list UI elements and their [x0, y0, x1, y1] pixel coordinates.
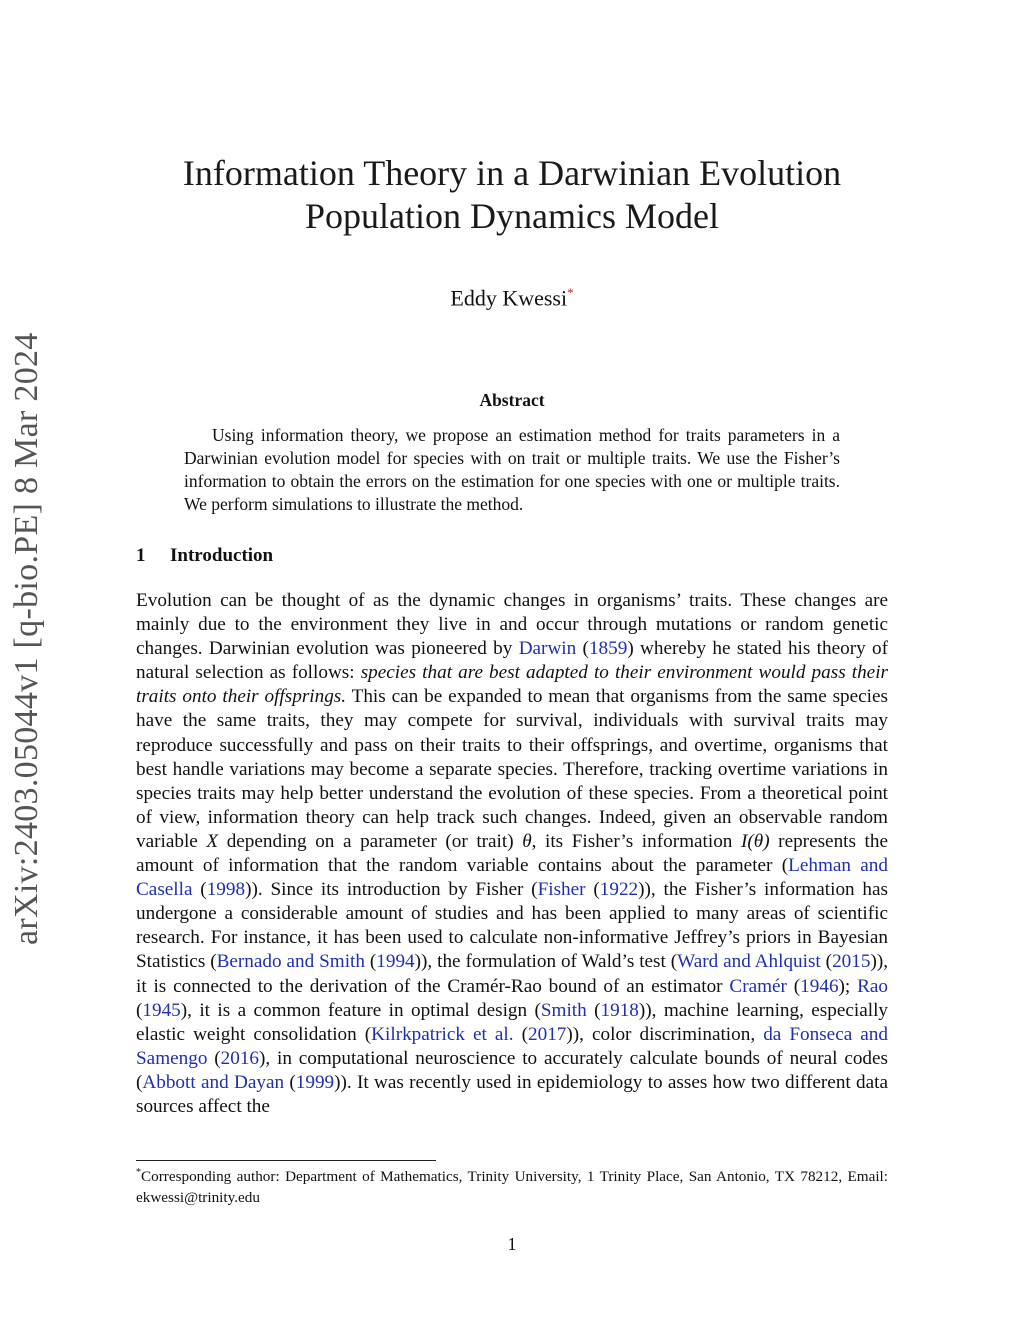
abstract-heading: Abstract — [479, 390, 545, 410]
arxiv-identifier-stamp: arXiv:2403.05044v1 [q-bio.PE] 8 Mar 2024 — [8, 332, 45, 945]
citation-da-fonseca-samengo[interactable]: da Fonseca and Samengo — [136, 1023, 888, 1069]
intro-text: Evolution can be thought of as the dynamic changes in organisms’ traits. These changes are mainly due to the environment they live in and occur through mutations or random genetic changes. Darwinian evolution was pioneered by — [136, 590, 888, 660]
citation-ward-ahlquist-year[interactable]: 2015 — [832, 951, 871, 973]
intro-text: ( — [513, 1023, 528, 1045]
citation-smith-year[interactable]: 1918 — [600, 999, 639, 1021]
math-theta: θ — [522, 830, 532, 852]
intro-text: depending on a parameter (or trait) — [218, 830, 523, 852]
intro-text: )). It was recently used in epidemiology to asses how two different data sources affect the — [136, 1071, 888, 1117]
intro-text: )), color discrimination, — [566, 1023, 764, 1045]
intro-text: This can be expanded to mean that organisms from the same species have the same traits, they may compete for survival, individuals with survival traits may reproduce successfully and pass on their traits to their offsprings, and overtime, organisms that best handle variations may become a separate species. Therefore, tracking overtime variations in species traits may help better understand the evolution of these species. From a theoretical point of view, information theory can help track such changes. Indeed, given an observable random variable — [136, 686, 888, 852]
citation-abbott-dayan-year[interactable]: 1999 — [295, 1071, 335, 1093]
intro-text: ( — [364, 951, 377, 973]
intro-text: ( — [576, 638, 589, 660]
citation-rao-year[interactable]: 1945 — [142, 999, 181, 1021]
section-title: Introduction — [170, 545, 274, 566]
intro-text: )), machine learning, especially elastic weight consolidation ( — [136, 999, 889, 1045]
citation-lehman-casella[interactable]: Lehman and Casella — [136, 855, 888, 901]
citation-darwin[interactable]: Darwin — [518, 638, 577, 660]
intro-text: ( — [820, 951, 833, 973]
author-footnote-mark[interactable]: * — [567, 285, 574, 300]
citation-da-fonseca-samengo-year[interactable]: 2016 — [220, 1047, 259, 1069]
math-x: X — [206, 830, 219, 852]
citation-smith[interactable]: Smith — [540, 999, 587, 1021]
footnote-mark: * — [136, 1167, 141, 1178]
citation-cramer-year[interactable]: 1946 — [800, 975, 839, 997]
footnote — [136, 1162, 888, 1208]
section-number: 1 — [136, 545, 146, 566]
citation-kilrkpatrick-year[interactable]: 2017 — [528, 1023, 567, 1045]
citation-fisher[interactable]: Fisher — [537, 879, 586, 901]
section-heading — [136, 545, 273, 567]
intro-text: ( — [284, 1071, 296, 1093]
title-line-1: Information Theory in a Darwinian Evolution — [182, 153, 842, 193]
citation-rao[interactable]: Rao — [857, 975, 888, 997]
intro-text: )), the formulation of Wald’s test ( — [414, 951, 678, 973]
intro-text: )), it is connected to the derivation of the Cramér-Rao bound of an estimator — [136, 951, 889, 997]
page-number: 1 — [507, 1234, 517, 1254]
intro-text: ( — [207, 1047, 221, 1069]
citation-kilrkpatrick[interactable]: Kilrkpatrick et al. — [371, 1023, 514, 1045]
intro-text: ), it is a common feature in optimal design ( — [180, 999, 541, 1021]
paper-title — [0, 152, 1024, 238]
citation-fisher-year[interactable]: 1922 — [599, 879, 639, 901]
darwin-quote: species that are best adapted to their environment would pass their traits onto their offsprings. — [136, 662, 888, 708]
author-name: Eddy Kwessi — [450, 285, 568, 311]
intro-text: represents the amount of information that the random variable contains about the parameter ( — [136, 830, 888, 877]
author-line — [0, 285, 1024, 311]
citation-bernado-smith-year[interactable]: 1994 — [376, 951, 415, 973]
intro-text: ( — [585, 879, 600, 901]
intro-text: ) whereby he stated his theory of natural selection as follows: — [136, 638, 888, 684]
abstract-text: Using information theory, we propose an estimation method for traits parameters in a Darwinian evolution model for species with on trait or multiple traits. We use the Fisher’s information to obtain the errors on the estimation for one species with one or multiple traits. We perform simulations to illustrate the method. — [184, 425, 840, 514]
footnote-text: Corresponding author: Department of Mathematics, Trinity University, 1 Trinity Place, San Antonio, TX 78212, Email: ekwessi@trinity.edu — [136, 1168, 888, 1207]
citation-ward-ahlquist[interactable]: Ward and Ahlquist — [677, 951, 821, 973]
intro-text: ( — [786, 975, 801, 997]
intro-text: ( — [136, 999, 143, 1021]
intro-text: , its Fisher’s information — [531, 830, 741, 852]
intro-text: )). Since its introduction by Fisher ( — [245, 879, 538, 901]
intro-text: ( — [192, 879, 207, 901]
footnote-divider — [136, 1160, 436, 1161]
title-line-2: Population Dynamics Model — [305, 196, 719, 236]
introduction-paragraph — [136, 589, 888, 1119]
citation-abbott-dayan[interactable]: Abbott and Dayan — [142, 1071, 285, 1093]
citation-darwin-year[interactable]: 1859 — [588, 638, 628, 660]
intro-text: ), in computational neuroscience to accurately calculate bounds of neural codes ( — [136, 1047, 889, 1093]
math-fisher-information: I(θ) — [740, 830, 770, 852]
intro-text: ( — [586, 999, 601, 1021]
citation-lehman-casella-year[interactable]: 1998 — [206, 879, 246, 901]
intro-text: )), the Fisher’s information has undergone a considerable amount of studies and has been applied to many areas of scientific research. For instance, it has been used to calculate non-informative Jeffrey’s priors in Bayesian Statistics ( — [136, 879, 889, 973]
citation-bernado-smith[interactable]: Bernado and Smith — [216, 951, 365, 973]
intro-text: ); — [838, 975, 858, 997]
citation-cramer[interactable]: Cramér — [729, 975, 787, 997]
